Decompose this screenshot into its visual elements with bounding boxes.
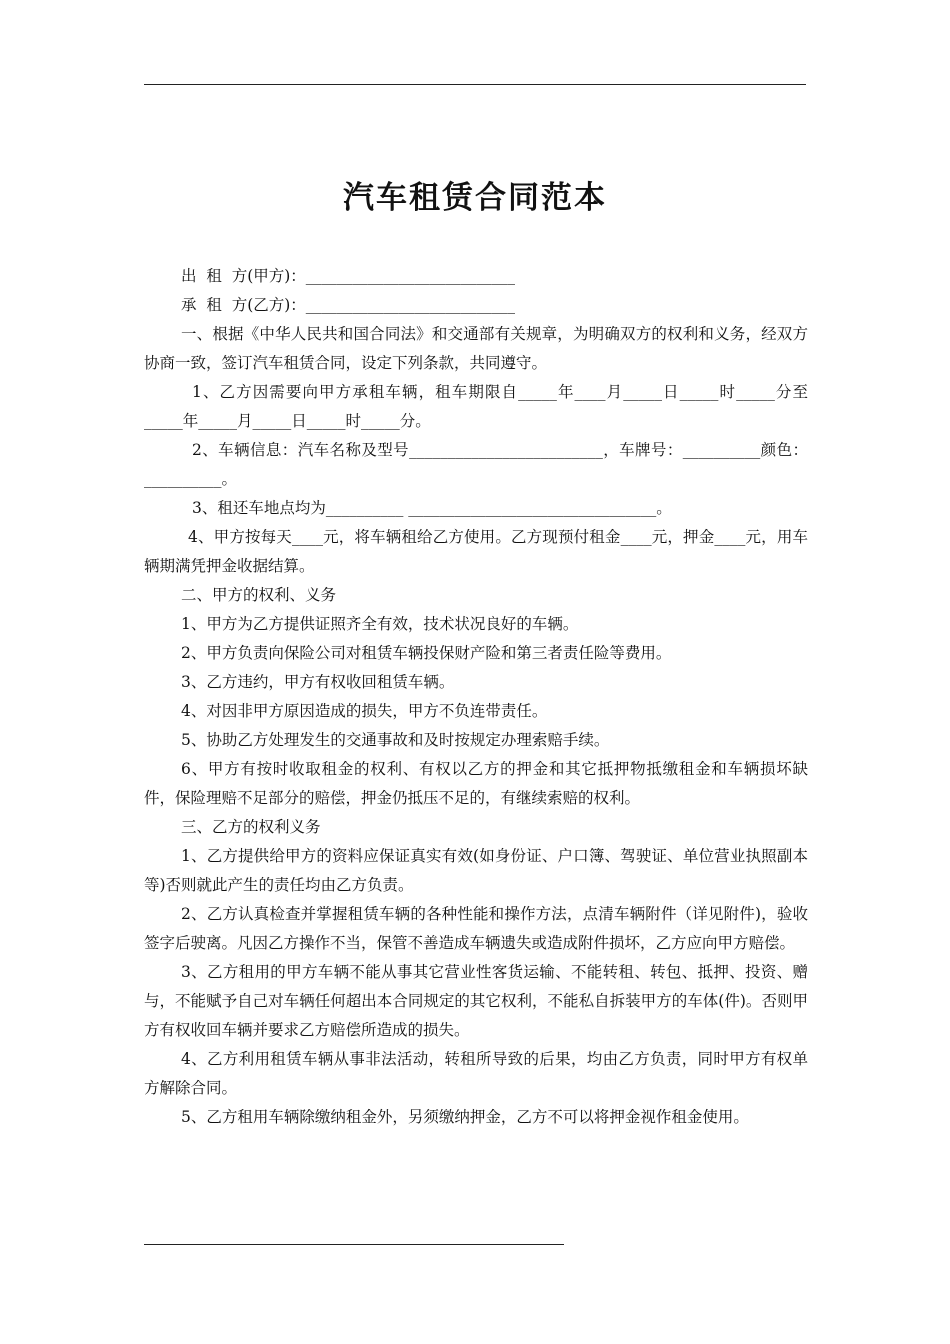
section-1-intro: 一、根据《中华人民共和国合同法》和交通部有关规章，为明确双方的权利和义务，经双方协商一致，签订汽车租赁合同，设定下列条款，共同遵守。 xyxy=(144,325,808,372)
clause-2-2: 2、甲方负责向保险公司对租赁车辆投保财产险和第三者责任险等费用。 xyxy=(181,644,672,662)
clause-2-4: 4、对因非甲方原因造成的损失，甲方不负连带责任。 xyxy=(181,702,548,720)
clause-3-5: 5、乙方租用车辆除缴纳租金外，另须缴纳押金，乙方不可以将押金视作租金使用。 xyxy=(181,1108,749,1126)
clause-1-1: 1、乙方因需要向甲方承租车辆，租车期限自_____年____月_____日_____时_____分至_____年_____月_____日_____时_____分。 xyxy=(144,383,808,430)
clause-2-1: 1、甲方为乙方提供证照齐全有效，技术状况良好的车辆。 xyxy=(181,615,579,633)
clause-2-5: 5、协助乙方处理发生的交通事故和及时按规定办理索赔手续。 xyxy=(181,731,610,749)
clause-1-4: 4、甲方按每天____元，将车辆租给乙方使用。乙方现预付租金____元，押金____元，用车辆期满凭押金收据结算。 xyxy=(144,528,808,575)
footer-rule xyxy=(144,1244,564,1245)
clause-1-2: 2、车辆信息：汽车名称及型号_________________________，车牌号：__________颜色：__________。 xyxy=(144,441,808,488)
section-2-heading: 二、甲方的权利、义务 xyxy=(181,586,337,604)
clause-3-1: 1、乙方提供给甲方的资料应保证真实有效(如身份证、户口簿、驾驶证、单位营业执照副本等)否则就此产生的责任均由乙方负责。 xyxy=(144,847,808,894)
clause-2-6: 6、甲方有按时收取租金的权利、有权以乙方的押金和其它抵押物抵缴租金和车辆损坏缺件，保险理赔不足部分的赔偿，押金仍抵压不足的，有继续索赔的权利。 xyxy=(144,760,808,807)
clause-3-3: 3、乙方租用的甲方车辆不能从事其它营业性客货运输、不能转租、转包、抵押、投资、赠与，不能赋予自己对车辆任何超出本合同规定的其它权利，不能私自拆装甲方的车体(件)。否则甲方有权收回车辆并要求乙方赔偿所造成的损失。 xyxy=(144,963,808,1039)
lessee-line: 承 租 方(乙方)：___________________________ xyxy=(181,296,516,314)
clause-3-2: 2、乙方认真检查并掌握租赁车辆的各种性能和操作方法，点清车辆附件（详见附件)，验收签字后驶离。凡因乙方操作不当，保管不善造成车辆遗失或造成附件损坏，乙方应向甲方赔偿。 xyxy=(144,905,808,952)
contract-body xyxy=(144,262,808,1132)
lessor-line: 出 租 方(甲方)：___________________________ xyxy=(181,267,516,285)
header-rule xyxy=(144,84,806,85)
clause-1-3: 3、租还车地点均为__________ ________________________________。 xyxy=(192,499,672,517)
clause-3-4: 4、乙方利用租赁车辆从事非法活动，转租所导致的后果，均由乙方负责，同时甲方有权单方解除合同。 xyxy=(144,1050,808,1097)
section-3-heading: 三、乙方的权利义务 xyxy=(181,818,321,836)
document-title: 汽车租赁合同范本 xyxy=(343,180,607,216)
clause-2-3: 3、乙方违约，甲方有权收回租赁车辆。 xyxy=(181,673,455,691)
